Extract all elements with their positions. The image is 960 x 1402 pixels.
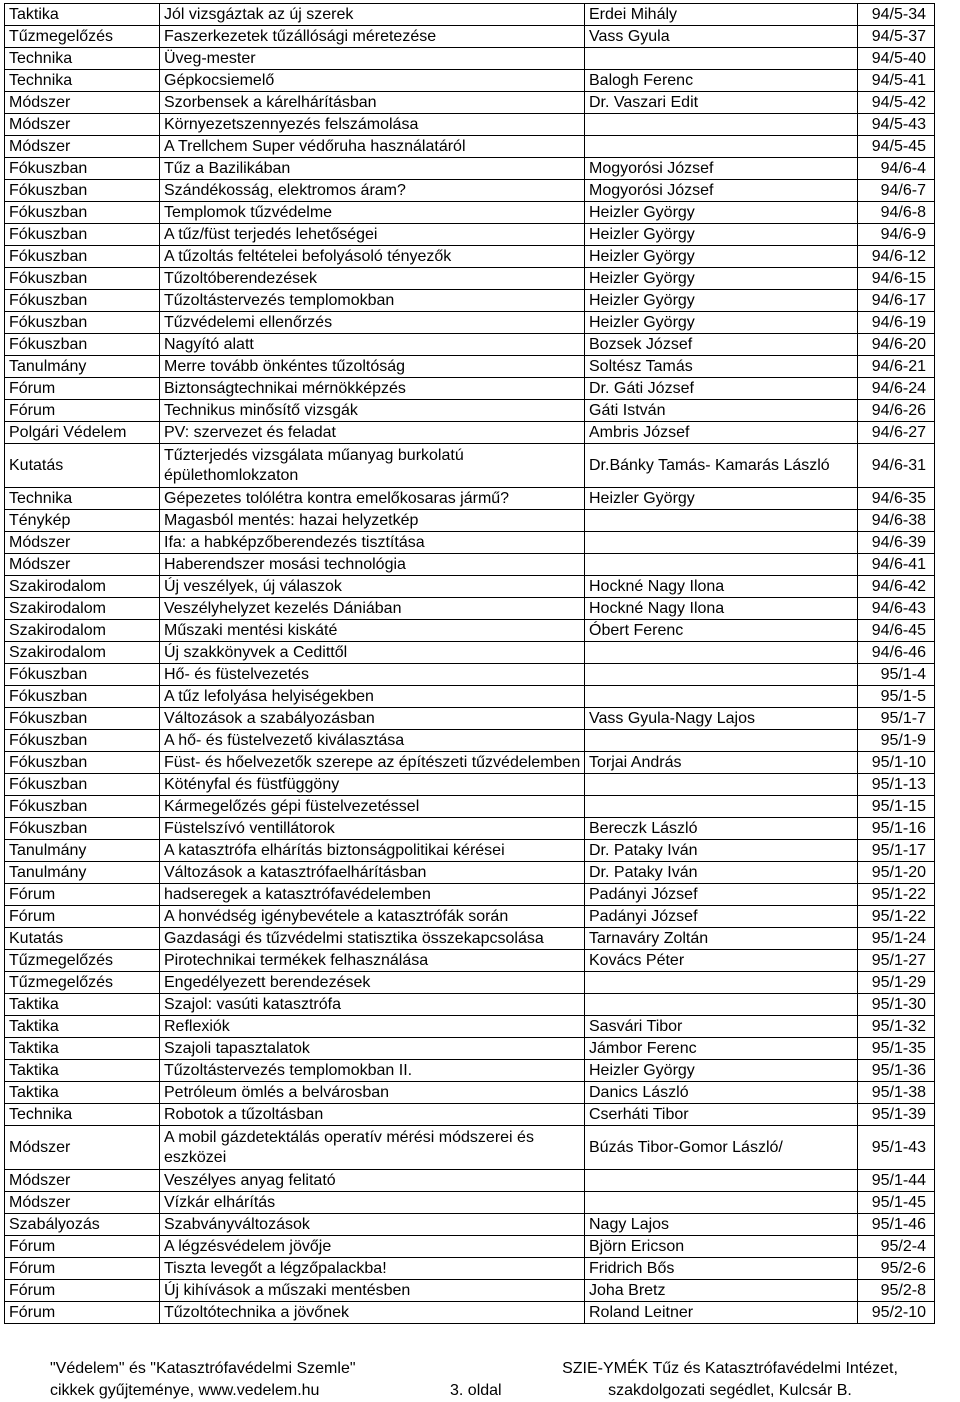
table-row [5, 312, 935, 334]
category-cell: Technika [5, 48, 160, 70]
category-cell: Fókuszban [5, 334, 160, 356]
author-cell [585, 686, 858, 708]
table-row [5, 180, 935, 202]
footer-source [50, 1358, 356, 1402]
title-cell: Tűzterjedés vizsgálata műanyag burkolatú épülethomlokzaton [160, 444, 585, 488]
issue-cell: 95/2-4 [858, 1236, 935, 1258]
table-row [5, 510, 935, 532]
category-cell: Fórum [5, 1280, 160, 1302]
table-row [5, 1170, 935, 1192]
author-cell: Tarnaváry Zoltán [585, 928, 858, 950]
title-cell: PV: szervezet és feladat [160, 422, 585, 444]
articles-table-body [5, 4, 935, 1324]
table-row [5, 994, 935, 1016]
title-cell: A katasztrófa elhárítás biztonságpolitikai kérései [160, 840, 585, 862]
author-cell: Nagy Lajos [585, 1214, 858, 1236]
table-row [5, 1302, 935, 1324]
table-row [5, 1016, 935, 1038]
title-cell: Magasból mentés: hazai helyzetkép [160, 510, 585, 532]
title-cell: Szándékosság, elektromos áram? [160, 180, 585, 202]
table-row [5, 114, 935, 136]
author-cell: Heizler György [585, 224, 858, 246]
author-cell: Sasvári Tibor [585, 1016, 858, 1038]
title-cell: Biztonságtechnikai mérnökképzés [160, 378, 585, 400]
category-cell: Fórum [5, 884, 160, 906]
issue-cell: 94/5-37 [858, 26, 935, 48]
category-cell: Fókuszban [5, 224, 160, 246]
issue-cell: 95/1-4 [858, 664, 935, 686]
articles-table [4, 3, 935, 1324]
issue-cell: 94/6-26 [858, 400, 935, 422]
author-cell [585, 994, 858, 1016]
table-row [5, 92, 935, 114]
title-cell: Füst- és hőelvezetők szerepe az építészeti tűzvédelemben [160, 752, 585, 774]
author-cell: Dr. Pataky Iván [585, 862, 858, 884]
table-row [5, 950, 935, 972]
issue-cell: 94/6-21 [858, 356, 935, 378]
issue-cell: 94/5-43 [858, 114, 935, 136]
author-cell: Mogyorósi József [585, 158, 858, 180]
issue-cell: 95/2-10 [858, 1302, 935, 1324]
issue-cell: 94/6-12 [858, 246, 935, 268]
title-cell: Pirotechnikai termékek felhasználása [160, 950, 585, 972]
table-row [5, 136, 935, 158]
author-cell: Padányi József [585, 906, 858, 928]
title-cell: A honvédség igénybevétele a katasztrófák során [160, 906, 585, 928]
footer-institute [545, 1358, 915, 1402]
title-cell: hadseregek a katasztrófavédelemben [160, 884, 585, 906]
category-cell: Taktika [5, 1060, 160, 1082]
table-row [5, 1104, 935, 1126]
category-cell: Tűzmegelőzés [5, 950, 160, 972]
title-cell: Veszélyes anyag felitató [160, 1170, 585, 1192]
issue-cell: 94/6-17 [858, 290, 935, 312]
table-row [5, 1038, 935, 1060]
issue-cell: 95/1-39 [858, 1104, 935, 1126]
table-row [5, 620, 935, 642]
table-row [5, 664, 935, 686]
category-cell: Szakirodalom [5, 642, 160, 664]
table-row [5, 1236, 935, 1258]
author-cell [585, 972, 858, 994]
category-cell: Fókuszban [5, 664, 160, 686]
title-cell: Veszélyhelyzet kezelés Dániában [160, 598, 585, 620]
table-row [5, 1258, 935, 1280]
issue-cell: 94/6-46 [858, 642, 935, 664]
table-row [5, 4, 935, 26]
issue-cell: 94/6-4 [858, 158, 935, 180]
issue-cell: 94/6-24 [858, 378, 935, 400]
category-cell: Szabályozás [5, 1214, 160, 1236]
author-cell: Cserháti Tibor [585, 1104, 858, 1126]
issue-cell: 95/1-24 [858, 928, 935, 950]
issue-cell: 95/1-5 [858, 686, 935, 708]
table-row [5, 1280, 935, 1302]
category-cell: Ténykép [5, 510, 160, 532]
issue-cell: 95/1-9 [858, 730, 935, 752]
category-cell: Polgári Védelem [5, 422, 160, 444]
title-cell: Ifa: a habképzőberendezés tisztítása [160, 532, 585, 554]
author-cell: Heizler György [585, 312, 858, 334]
author-cell [585, 114, 858, 136]
title-cell: Új szakkönyvek a Cedittől [160, 642, 585, 664]
author-cell [585, 1192, 858, 1214]
table-row [5, 1126, 935, 1170]
author-cell [585, 1170, 858, 1192]
title-cell: Nagyító alatt [160, 334, 585, 356]
title-cell: Műszaki mentési kiskáté [160, 620, 585, 642]
category-cell: Módszer [5, 1192, 160, 1214]
table-row [5, 1214, 935, 1236]
author-cell [585, 642, 858, 664]
category-cell: Fórum [5, 1302, 160, 1324]
issue-cell: 94/6-15 [858, 268, 935, 290]
table-row [5, 752, 935, 774]
issue-cell: 94/5-41 [858, 70, 935, 92]
author-cell: Joha Bretz [585, 1280, 858, 1302]
table-row [5, 862, 935, 884]
author-cell: Vass Gyula [585, 26, 858, 48]
author-cell: Heizler György [585, 1060, 858, 1082]
table-row [5, 796, 935, 818]
author-cell [585, 730, 858, 752]
issue-cell: 95/1-15 [858, 796, 935, 818]
category-cell: Fókuszban [5, 202, 160, 224]
title-cell: Tűzoltótechnika a jövőnek [160, 1302, 585, 1324]
category-cell: Fórum [5, 1236, 160, 1258]
footer-institute-line1: SZIE-YMÉK Tűz és Katasztrófavédelmi Intézet, [562, 1360, 898, 1377]
title-cell: Technikus minősítő vizsgák [160, 400, 585, 422]
issue-cell: 95/1-38 [858, 1082, 935, 1104]
author-cell: Kovács Péter [585, 950, 858, 972]
issue-cell: 95/1-30 [858, 994, 935, 1016]
table-row [5, 356, 935, 378]
table-row [5, 642, 935, 664]
category-cell: Tűzmegelőzés [5, 972, 160, 994]
issue-cell: 94/6-42 [858, 576, 935, 598]
issue-cell: 94/6-27 [858, 422, 935, 444]
title-cell: A mobil gázdetektálás operatív mérési módszerei és eszközei [160, 1126, 585, 1170]
title-cell: Gazdasági és tűzvédelmi statisztika összekapcsolása [160, 928, 585, 950]
issue-cell: 95/1-36 [858, 1060, 935, 1082]
footer-source-line1: "Védelem" és "Katasztrófavédelmi Szemle" [50, 1360, 356, 1377]
author-cell: Heizler György [585, 202, 858, 224]
table-row [5, 224, 935, 246]
title-cell: Gépkocsiemelő [160, 70, 585, 92]
title-cell: Merre tovább önkéntes tűzoltóság [160, 356, 585, 378]
title-cell: Szajol: vasúti katasztrófa [160, 994, 585, 1016]
title-cell: Jól vizsgáztak az új szerek [160, 4, 585, 26]
table-row [5, 884, 935, 906]
category-cell: Módszer [5, 1170, 160, 1192]
issue-cell: 94/6-41 [858, 554, 935, 576]
issue-cell: 94/5-34 [858, 4, 935, 26]
category-cell: Fókuszban [5, 290, 160, 312]
author-cell [585, 48, 858, 70]
category-cell: Fókuszban [5, 686, 160, 708]
title-cell: Változások a szabályozásban [160, 708, 585, 730]
category-cell: Fókuszban [5, 312, 160, 334]
category-cell: Fókuszban [5, 774, 160, 796]
category-cell: Kutatás [5, 928, 160, 950]
title-cell: Tűzoltástervezés templomokban II. [160, 1060, 585, 1082]
issue-cell: 94/6-39 [858, 532, 935, 554]
category-cell: Fórum [5, 378, 160, 400]
category-cell: Taktika [5, 1016, 160, 1038]
author-cell: Heizler György [585, 246, 858, 268]
author-cell: Balogh Ferenc [585, 70, 858, 92]
category-cell: Módszer [5, 554, 160, 576]
category-cell: Fókuszban [5, 708, 160, 730]
category-cell: Fórum [5, 1258, 160, 1280]
issue-cell: 95/1-20 [858, 862, 935, 884]
category-cell: Fókuszban [5, 246, 160, 268]
footer-page-number: 3. oldal [450, 1382, 502, 1399]
author-cell: Erdei Mihály [585, 4, 858, 26]
table-row [5, 378, 935, 400]
table-row [5, 202, 935, 224]
table-row [5, 488, 935, 510]
title-cell: Tűzvédelemi ellenőrzés [160, 312, 585, 334]
author-cell [585, 136, 858, 158]
category-cell: Tanulmány [5, 840, 160, 862]
title-cell: Tűzoltástervezés templomokban [160, 290, 585, 312]
table-row [5, 70, 935, 92]
table-row [5, 1060, 935, 1082]
title-cell: Robotok a tűzoltásban [160, 1104, 585, 1126]
table-row [5, 576, 935, 598]
table-row [5, 246, 935, 268]
category-cell: Fókuszban [5, 752, 160, 774]
table-row [5, 708, 935, 730]
table-row [5, 48, 935, 70]
author-cell: Hockné Nagy Ilona [585, 576, 858, 598]
author-cell: Heizler György [585, 488, 858, 510]
author-cell: Jámbor Ferenc [585, 1038, 858, 1060]
author-cell: Búzás Tibor-Gomor László/ [585, 1126, 858, 1170]
author-cell: Padányi József [585, 884, 858, 906]
author-cell: Bereczk László [585, 818, 858, 840]
issue-cell: 94/6-9 [858, 224, 935, 246]
title-cell: A tűz lefolyása helyiségekben [160, 686, 585, 708]
issue-cell: 95/1-16 [858, 818, 935, 840]
title-cell: Kötényfal és füstfüggöny [160, 774, 585, 796]
title-cell: Új kihívások a műszaki mentésben [160, 1280, 585, 1302]
title-cell: Új veszélyek, új válaszok [160, 576, 585, 598]
issue-cell: 95/1-7 [858, 708, 935, 730]
title-cell: A tűzoltás feltételei befolyásoló tényezők [160, 246, 585, 268]
category-cell: Módszer [5, 1126, 160, 1170]
issue-cell: 94/5-45 [858, 136, 935, 158]
table-row [5, 444, 935, 488]
author-cell: Bozsek József [585, 334, 858, 356]
issue-cell: 95/2-6 [858, 1258, 935, 1280]
author-cell [585, 532, 858, 554]
issue-cell: 95/1-10 [858, 752, 935, 774]
author-cell: Ambris József [585, 422, 858, 444]
issue-cell: 94/6-19 [858, 312, 935, 334]
issue-cell: 95/1-45 [858, 1192, 935, 1214]
category-cell: Technika [5, 488, 160, 510]
author-cell: Gáti István [585, 400, 858, 422]
title-cell: Tiszta levegőt a légzőpalackba! [160, 1258, 585, 1280]
author-cell: Fridrich Bős [585, 1258, 858, 1280]
category-cell: Fókuszban [5, 818, 160, 840]
table-row [5, 818, 935, 840]
table-row [5, 774, 935, 796]
table-row [5, 158, 935, 180]
title-cell: A tűz/füst terjedés lehetőségei [160, 224, 585, 246]
table-row [5, 1082, 935, 1104]
category-cell: Fókuszban [5, 180, 160, 202]
table-row [5, 1192, 935, 1214]
table-row [5, 598, 935, 620]
issue-cell: 94/5-42 [858, 92, 935, 114]
author-cell: Dr. Vaszari Edit [585, 92, 858, 114]
table-row [5, 532, 935, 554]
title-cell: Szorbensek a kárelhárításban [160, 92, 585, 114]
issue-cell: 94/6-45 [858, 620, 935, 642]
category-cell: Kutatás [5, 444, 160, 488]
title-cell: A hő- és füstelvezető kiválasztása [160, 730, 585, 752]
title-cell: Üveg-mester [160, 48, 585, 70]
author-cell: Soltész Tamás [585, 356, 858, 378]
table-row [5, 730, 935, 752]
title-cell: Kármegelőzés gépi füstelvezetéssel [160, 796, 585, 818]
title-cell: A Trellchem Super védőruha használatáról [160, 136, 585, 158]
issue-cell: 95/1-44 [858, 1170, 935, 1192]
author-cell [585, 664, 858, 686]
issue-cell: 94/6-35 [858, 488, 935, 510]
issue-cell: 95/1-46 [858, 1214, 935, 1236]
author-cell: Danics László [585, 1082, 858, 1104]
category-cell: Fókuszban [5, 158, 160, 180]
author-cell: Heizler György [585, 268, 858, 290]
category-cell: Fórum [5, 906, 160, 928]
table-row [5, 290, 935, 312]
title-cell: Tűzoltóberendezések [160, 268, 585, 290]
issue-cell: 94/6-8 [858, 202, 935, 224]
issue-cell: 95/1-32 [858, 1016, 935, 1038]
category-cell: Technika [5, 1104, 160, 1126]
title-cell: A légzésvédelem jövője [160, 1236, 585, 1258]
issue-cell: 94/6-38 [858, 510, 935, 532]
category-cell: Módszer [5, 532, 160, 554]
title-cell: Füstelszívó ventillátorok [160, 818, 585, 840]
author-cell [585, 774, 858, 796]
author-cell: Roland Leitner [585, 1302, 858, 1324]
category-cell: Módszer [5, 92, 160, 114]
author-cell: Dr.Bánky Tamás- Kamarás László [585, 444, 858, 488]
category-cell: Fórum [5, 400, 160, 422]
table-row [5, 334, 935, 356]
issue-cell: 95/1-22 [858, 884, 935, 906]
category-cell: Módszer [5, 136, 160, 158]
issue-cell: 95/1-43 [858, 1126, 935, 1170]
category-cell: Taktika [5, 1038, 160, 1060]
table-row [5, 422, 935, 444]
category-cell: Taktika [5, 994, 160, 1016]
category-cell: Szakirodalom [5, 620, 160, 642]
title-cell: Templomok tűzvédelme [160, 202, 585, 224]
table-row [5, 906, 935, 928]
author-cell [585, 510, 858, 532]
author-cell: Hockné Nagy Ilona [585, 598, 858, 620]
issue-cell: 95/2-8 [858, 1280, 935, 1302]
title-cell: Tűz a Bazilikában [160, 158, 585, 180]
issue-cell: 94/6-43 [858, 598, 935, 620]
table-row [5, 400, 935, 422]
title-cell: Hő- és füstelvezetés [160, 664, 585, 686]
title-cell: Faszerkezetek tűzállósági méretezése [160, 26, 585, 48]
issue-cell: 95/1-17 [858, 840, 935, 862]
issue-cell: 94/6-31 [858, 444, 935, 488]
table-row [5, 268, 935, 290]
category-cell: Szakirodalom [5, 576, 160, 598]
table-row [5, 972, 935, 994]
footer-institute-line2: szakdolgozati segédlet, Kulcsár B. [608, 1382, 852, 1399]
author-cell: Björn Ericson [585, 1236, 858, 1258]
category-cell: Taktika [5, 1082, 160, 1104]
issue-cell: 95/1-27 [858, 950, 935, 972]
table-row [5, 686, 935, 708]
category-cell: Tanulmány [5, 862, 160, 884]
table-row [5, 928, 935, 950]
title-cell: Reflexiók [160, 1016, 585, 1038]
author-cell: Dr. Gáti József [585, 378, 858, 400]
category-cell: Fókuszban [5, 796, 160, 818]
table-row [5, 554, 935, 576]
issue-cell: 95/1-13 [858, 774, 935, 796]
table-row [5, 840, 935, 862]
title-cell: Változások a katasztrófaelhárításban [160, 862, 585, 884]
title-cell: Engedélyezett berendezések [160, 972, 585, 994]
title-cell: Szajoli tapasztalatok [160, 1038, 585, 1060]
issue-cell: 95/1-22 [858, 906, 935, 928]
issue-cell: 94/6-7 [858, 180, 935, 202]
title-cell: Haberendszer mosási technológia [160, 554, 585, 576]
footer-source-line2: cikkek gyűjteménye, www.vedelem.hu [50, 1382, 320, 1399]
category-cell: Szakirodalom [5, 598, 160, 620]
author-cell: Heizler György [585, 290, 858, 312]
issue-cell: 94/6-20 [858, 334, 935, 356]
title-cell: Gépezetes tolólétra kontra emelőkosaras jármű? [160, 488, 585, 510]
author-cell: Mogyorósi József [585, 180, 858, 202]
issue-cell: 95/1-29 [858, 972, 935, 994]
author-cell [585, 554, 858, 576]
category-cell: Fókuszban [5, 268, 160, 290]
table-row [5, 26, 935, 48]
category-cell: Módszer [5, 114, 160, 136]
category-cell: Technika [5, 70, 160, 92]
author-cell [585, 796, 858, 818]
title-cell: Petróleum ömlés a belvárosban [160, 1082, 585, 1104]
author-cell: Dr. Pataky Iván [585, 840, 858, 862]
category-cell: Taktika [5, 4, 160, 26]
category-cell: Fókuszban [5, 730, 160, 752]
category-cell: Tanulmány [5, 356, 160, 378]
issue-cell: 95/1-35 [858, 1038, 935, 1060]
author-cell: Torjai András [585, 752, 858, 774]
title-cell: Vízkár elhárítás [160, 1192, 585, 1214]
category-cell: Tűzmegelőzés [5, 26, 160, 48]
author-cell: Vass Gyula-Nagy Lajos [585, 708, 858, 730]
title-cell: Környezetszennyezés felszámolása [160, 114, 585, 136]
issue-cell: 94/5-40 [858, 48, 935, 70]
title-cell: Szabványváltozások [160, 1214, 585, 1236]
author-cell: Óbert Ferenc [585, 620, 858, 642]
